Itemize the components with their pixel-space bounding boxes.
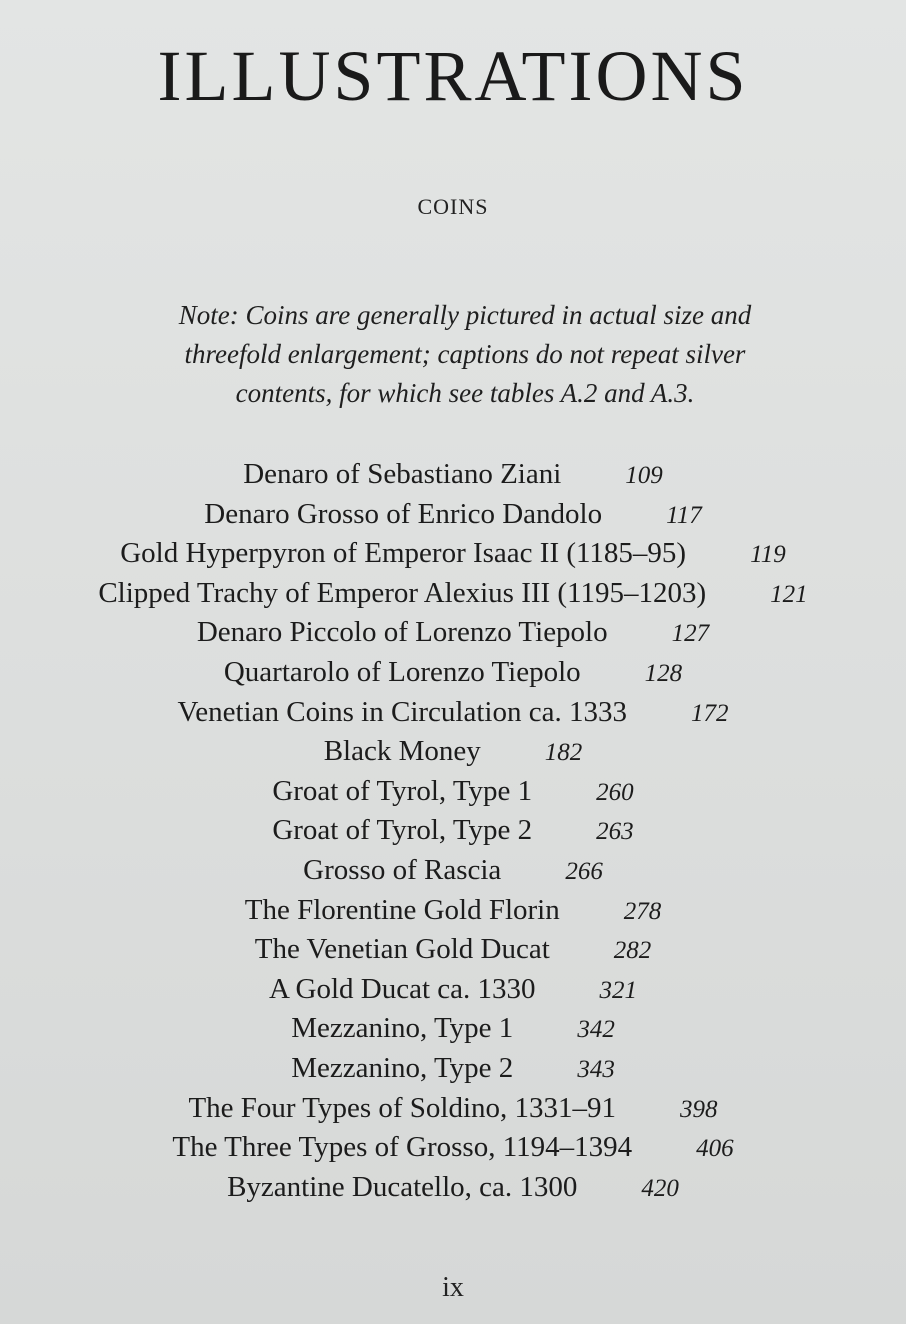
entry-page-number: 172 [690,699,729,727]
list-item [0,851,906,891]
list-item [0,732,906,772]
list-item [0,653,906,693]
entry-page-number: 398 [680,1095,718,1123]
entry-caption: Black Money [323,735,481,768]
entry-page-number: 182 [544,739,583,767]
entry-caption: Mezzanino, Type 2 [291,1051,514,1084]
list-item [0,1168,906,1208]
entry-caption: Groat of Tyrol, Type 2 [272,814,533,847]
list-item [0,534,906,574]
entry-page-number: 117 [666,501,702,529]
list-item [0,495,906,535]
entry-caption: The Three Types of Grosso, 1194–1394 [172,1131,633,1164]
entry-page-number: 127 [671,620,710,648]
entry-page-number: 266 [565,857,603,885]
entry-caption: Denaro of Sebastiano Ziani [243,458,562,490]
entry-caption: Denaro Piccolo of Lorenzo Tiepolo [196,616,608,649]
illustration-list [0,455,906,1207]
folio-page-number: ix [442,1272,464,1303]
entry-page-number: 121 [770,580,808,608]
list-item [0,574,906,614]
entry-page-number: 119 [750,541,786,569]
entry-page-number: 321 [599,976,638,1004]
note-line: Note: Coins are generally pictured in actual size and [178,300,752,330]
entry-caption: Denaro Grosso of Enrico Dandolo [204,497,603,530]
note-line: contents, for which see tables A.2 and A.3. [235,378,695,408]
entry-caption: Quartarolo of Lorenzo Tiepolo [223,655,581,688]
entry-page-number: 343 [577,1055,615,1083]
entry-caption: Gold Hyperpyron of Emperor Isaac II (1185–95) [120,537,687,570]
entry-caption: Groat of Tyrol, Type 1 [272,774,533,807]
list-item [0,455,906,495]
entry-caption: The Florentine Gold Florin [244,893,560,926]
list-item [0,1128,906,1168]
list-item [0,1049,906,1089]
entry-page-number: 263 [596,818,634,846]
entry-page-number: 342 [577,1016,615,1044]
entry-caption: Clipped Trachy of Emperor Alexius III (1195–1203) [98,576,707,609]
note-paragraph [100,296,830,413]
list-item [0,1009,906,1049]
entry-page-number: 282 [613,937,652,965]
entry-caption: Venetian Coins in Circulation ca. 1333 [177,695,627,728]
list-item [0,811,906,851]
entry-caption: A Gold Ducat ca. 1330 [268,972,536,1005]
entry-caption: The Four Types of Soldino, 1331–91 [188,1091,617,1124]
entry-caption: The Venetian Gold Ducat [254,933,550,966]
entry-caption: Grosso of Rascia [303,853,502,886]
entry-caption: Byzantine Ducatello, ca. 1300 [227,1170,578,1203]
entry-page-number: 128 [644,659,683,687]
page-title: ILLUSTRATIONS [157,36,749,116]
list-item [0,613,906,653]
entry-page-number: 260 [596,778,634,806]
entry-page-number: 278 [623,897,662,925]
entry-caption: Mezzanino, Type 1 [291,1012,514,1045]
entry-page-number: 420 [641,1174,679,1202]
list-item [0,891,906,931]
note-line: threefold enlargement; captions do not repeat silver [184,339,746,369]
list-item [0,970,906,1010]
list-item [0,772,906,812]
section-heading: COINS [417,194,489,219]
list-item [0,930,906,970]
entry-page-number: 406 [696,1135,734,1163]
list-item [0,693,906,733]
list-item [0,1089,906,1129]
entry-page-number: 109 [625,462,663,489]
